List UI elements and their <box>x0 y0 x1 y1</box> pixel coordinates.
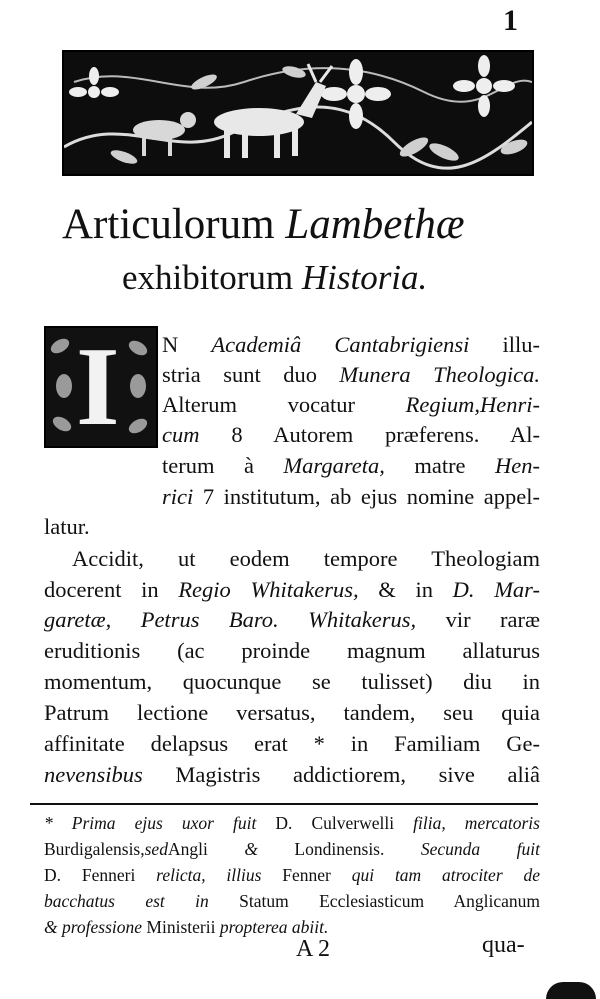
ink-blot <box>546 982 596 999</box>
page-title-line-2 <box>122 258 427 298</box>
footnote-line: & professione Ministerii propterea abiit. <box>44 917 329 937</box>
text-line: nevensibus Magistris addictiorem, sive aliâ <box>44 762 540 787</box>
footnote-line: * Prima ejus uxor fuit D. Culverwelli filia, mercatoris <box>44 813 540 833</box>
ornament-flowers-icon <box>64 52 532 174</box>
title-word-lambethae: Lambethæ <box>285 201 465 248</box>
title-word-historia: Historia. <box>301 258 428 297</box>
drop-cap-letter: I <box>76 325 120 449</box>
text-line: garetæ, Petrus Baro. Whitakerus, vir raræ <box>44 607 540 632</box>
text-line: latur. <box>44 514 90 539</box>
text-line: terum à Margareta, matre Hen- <box>162 453 540 478</box>
text-line: momentum, quocunque se tulisset) diu in <box>44 669 540 694</box>
page-title-line-1 <box>62 200 465 249</box>
page-number: 1 <box>503 4 518 37</box>
signature-mark: A 2 <box>296 936 331 962</box>
text-line: eruditionis (ac proinde magnum allaturus <box>44 638 540 663</box>
text-line: docerent in Regio Whitakerus, & in D. Mar- <box>44 577 540 602</box>
woodcut-ornament-band <box>62 50 534 176</box>
title-word-exhibitorum: exhibitorum <box>122 258 302 297</box>
text-line: rici 7 institutum, ab ejus nomine appel- <box>162 484 540 509</box>
footnote-rule <box>30 803 538 805</box>
text-line: Alterum vocatur Regium,Henri- <box>162 392 540 417</box>
footnote-line: bacchatus est in Statum Ecclesiasticum Anglicanum <box>44 891 540 911</box>
decorated-initial <box>44 326 158 448</box>
text-line: N Academiâ Cantabrigiensi illu- <box>162 332 541 357</box>
catchword: qua- <box>482 932 525 958</box>
text-line: affinitate delapsus erat * in Familiam Ge- <box>44 731 540 756</box>
title-word-articulorum: Articulorum <box>62 201 286 248</box>
footnote-line: Burdigalensis,sedAngli & Londinensis. Secunda fuit <box>44 839 540 859</box>
footnote-line: D. Fenneri relicta, illius Fenner qui tam atrociter de <box>44 865 540 885</box>
text-line: Accidit, ut eodem tempore Theologiam <box>72 546 540 571</box>
text-line: Patrum lectione versatus, tandem, seu quia <box>44 700 540 725</box>
text-line: cum 8 Autorem præferens. Al- <box>162 422 540 447</box>
text-line: stria sunt duo Munera Theologica. <box>162 362 540 387</box>
